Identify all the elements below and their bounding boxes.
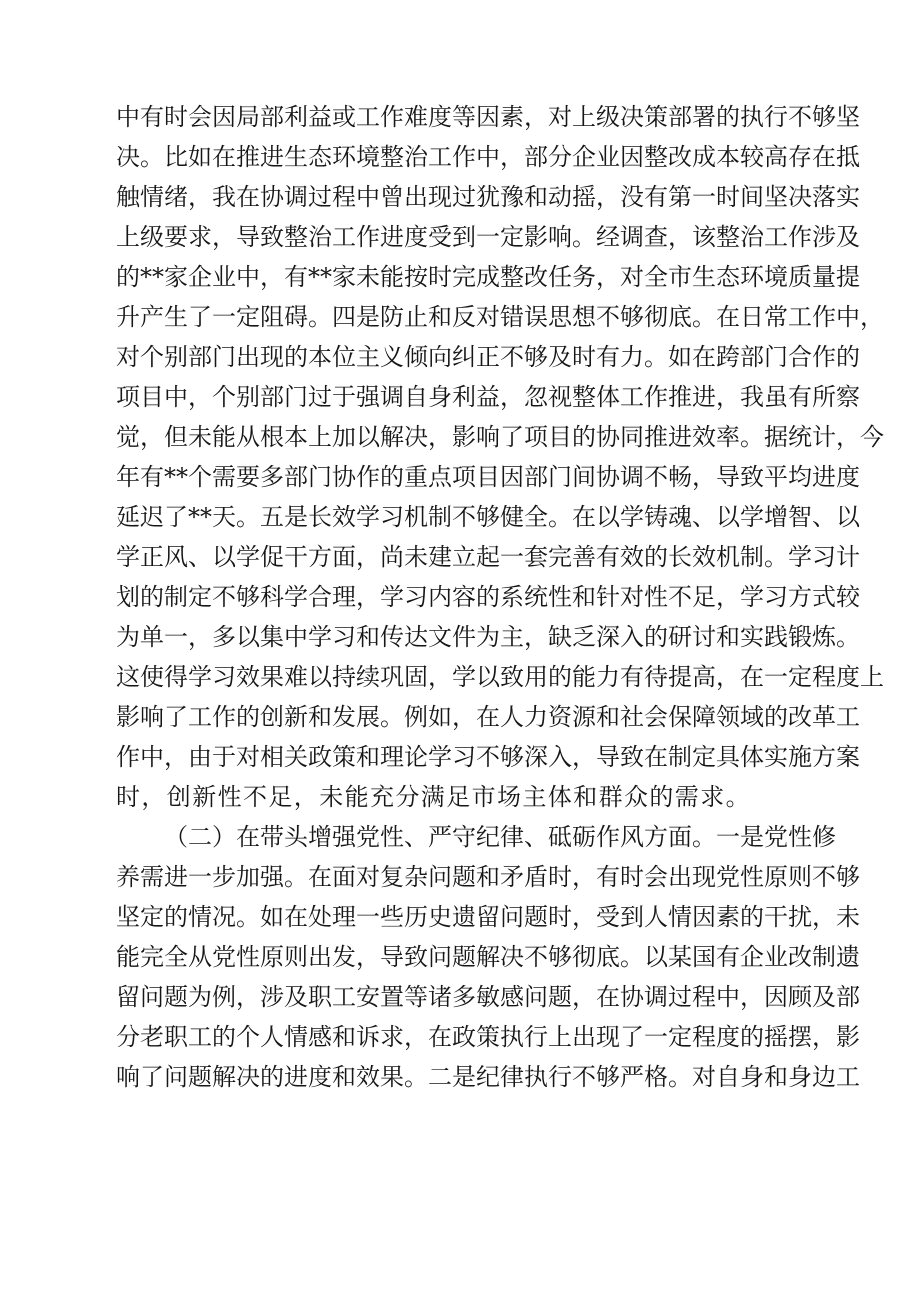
text-line: 升产生了一定阻碍。四是防止和反对错误思想不够彻底。在日常工作中， [116,303,884,331]
text-line: 上级要求，导致整治工作进度受到一定影响。经调查，该整治工作涉及 [116,223,860,251]
section-heading-line: （二）在带头增强党性、严守纪律、砥砺作风方面。一是党性修 [164,823,836,851]
text-line: 触情绪，我在协调过程中曾出现过犹豫和动摇，没有第一时间坚决落实 [116,183,860,211]
text-line: 作中，由于对相关政策和理论学习不够深入，导致在制定具体实施方案 [116,743,860,771]
text-line: 觉，但未能从根本上加以解决，影响了项目的协同推进效率。据统计，今 [116,423,884,451]
text-line: 养需进一步加强。在面对复杂问题和矛盾时，有时会出现党性原则不够 [116,863,860,891]
text-line: 中有时会因局部利益或工作难度等因素，对上级决策部署的执行不够坚 [116,103,860,131]
text-line: 延迟了**天。五是长效学习机制不够健全。在以学铸魂、以学增智、以 [116,503,860,531]
text-line: 决。比如在推进生态环境整治工作中，部分企业因整改成本较高存在抵 [116,143,860,171]
text-line: 学正风、以学促干方面，尚未建立起一套完善有效的长效机制。学习计 [116,543,860,571]
text-line: 留问题为例，涉及职工安置等诸多敏感问题，在协调过程中，因顾及部 [116,983,860,1011]
text-line: 对个别部门出现的本位主义倾向纠正不够及时有力。如在跨部门合作的 [116,343,860,371]
text-line: 分老职工的个人情感和诉求，在政策执行上出现了一定程度的摇摆，影 [116,1023,860,1051]
text-line: 能完全从党性原则出发，导致问题解决不够彻底。以某国有企业改制遗 [116,943,860,971]
text-line: 坚定的情况。如在处理一些历史遗留问题时，受到人情因素的干扰，未 [116,903,860,931]
text-line: 这使得学习效果难以持续巩固，学以致用的能力有待提高，在一定程度上 [116,663,884,691]
text-line: 的**家企业中，有**家未能按时完成整改任务，对全市生态环境质量提 [116,263,860,291]
text-line: 影响了工作的创新和发展。例如，在人力资源和社会保障领域的改革工 [116,703,860,731]
text-line: 年有**个需要多部门协作的重点项目因部门间协调不畅，导致平均进度 [116,463,860,491]
text-line: 为单一，多以集中学习和传达文件为主，缺乏深入的研讨和实践锻炼。 [116,623,860,651]
text-line: 项目中，个别部门过于强调自身利益，忽视整体工作推进，我虽有所察 [116,383,860,411]
paragraph-end-line: 时，创新性不足，未能充分满足市场主体和群众的需求。 [116,783,751,811]
text-line: 响了问题解决的进度和效果。二是纪律执行不够严格。对自身和身边工 [116,1063,860,1091]
text-line: 划的制定不够科学合理，学习内容的系统性和针对性不足，学习方式较 [116,583,860,611]
